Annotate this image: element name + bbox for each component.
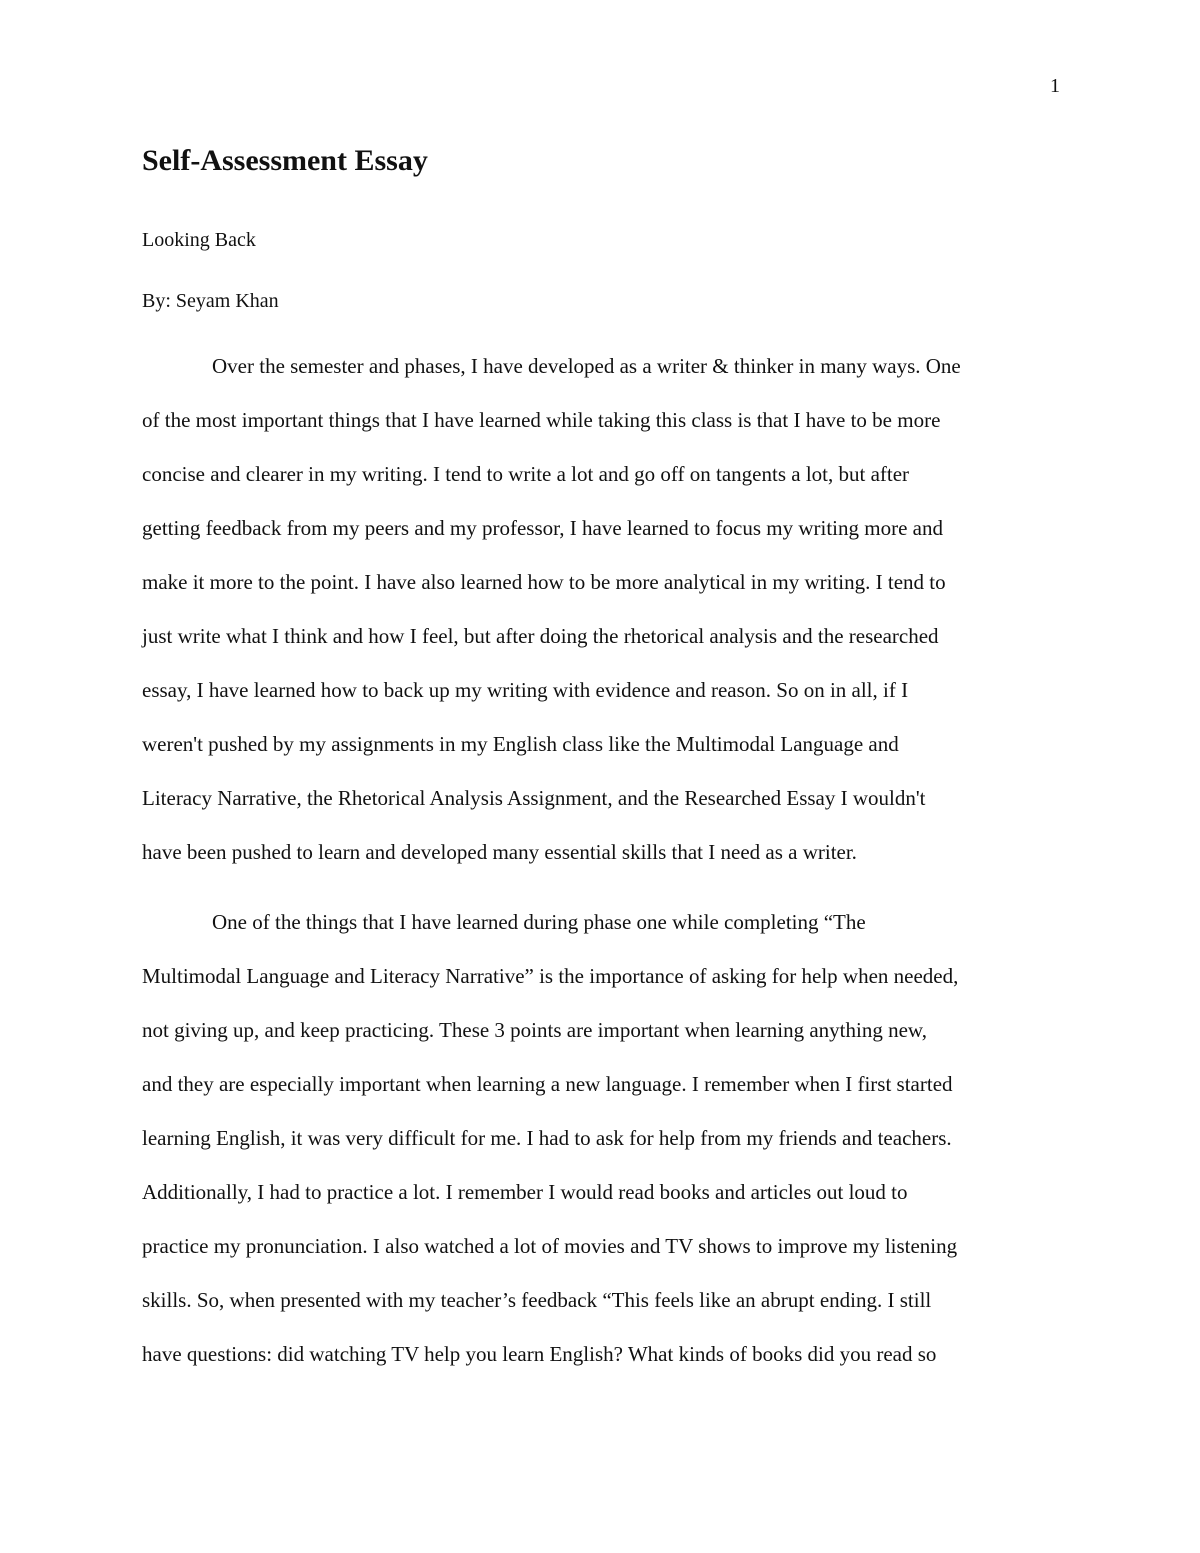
- paragraph-1-line: weren't pushed by my assignments in my English class like the Multimodal Language and: [142, 732, 899, 756]
- page-number: 1: [1050, 75, 1060, 97]
- paragraph-2-line: have questions: did watching TV help you learn English? What kinds of books did you read so: [142, 1342, 937, 1366]
- paragraph-2-line: Additionally, I had to practice a lot. I remember I would read books and articles out loud to: [142, 1180, 908, 1204]
- paragraph-2-line: Multimodal Language and Literacy Narrative” is the importance of asking for help when needed,: [142, 964, 959, 988]
- paragraph-2-line: practice my pronunciation. I also watched a lot of movies and TV shows to improve my listening: [142, 1234, 958, 1258]
- paragraph-2-line: learning English, it was very difficult for me. I had to ask for help from my friends and teachers.: [142, 1126, 952, 1150]
- paragraph-1-line: concise and clearer in my writing. I tend to write a lot and go off on tangents a lot, but after: [142, 462, 910, 486]
- essay-title: Self-Assessment Essay: [142, 144, 428, 177]
- paragraph-2-line: skills. So, when presented with my teacher’s feedback “This feels like an abrupt ending. I still: [142, 1288, 932, 1312]
- essay-subtitle: Looking Back: [142, 229, 256, 251]
- author-byline: By: Seyam Khan: [142, 290, 279, 312]
- paragraph-2-line: not giving up, and keep practicing. These 3 points are important when learning anything new,: [142, 1018, 927, 1042]
- paragraph-2-line: and they are especially important when learning a new language. I remember when I first started: [142, 1072, 953, 1096]
- paragraph-1-line: make it more to the point. I have also learned how to be more analytical in my writing. I tend to: [142, 570, 946, 594]
- paragraph-1-line: just write what I think and how I feel, but after doing the rhetorical analysis and the researched: [142, 624, 939, 648]
- paragraph-1-line: essay, I have learned how to back up my writing with evidence and reason. So on in all, if I: [142, 678, 909, 702]
- paragraph-1-line: getting feedback from my peers and my professor, I have learned to focus my writing more and: [142, 516, 943, 540]
- paragraph-1-line: Over the semester and phases, I have developed as a writer & thinker in many ways. One: [212, 354, 961, 378]
- paragraph-1-line: Literacy Narrative, the Rhetorical Analysis Assignment, and the Researched Essay I wouldn't: [142, 786, 926, 810]
- paragraph-1-line: have been pushed to learn and developed many essential skills that I need as a writer.: [142, 840, 857, 864]
- paragraph-1-line: of the most important things that I have learned while taking this class is that I have to be more: [142, 408, 941, 432]
- paragraph-2-line: One of the things that I have learned during phase one while completing “The: [212, 910, 866, 934]
